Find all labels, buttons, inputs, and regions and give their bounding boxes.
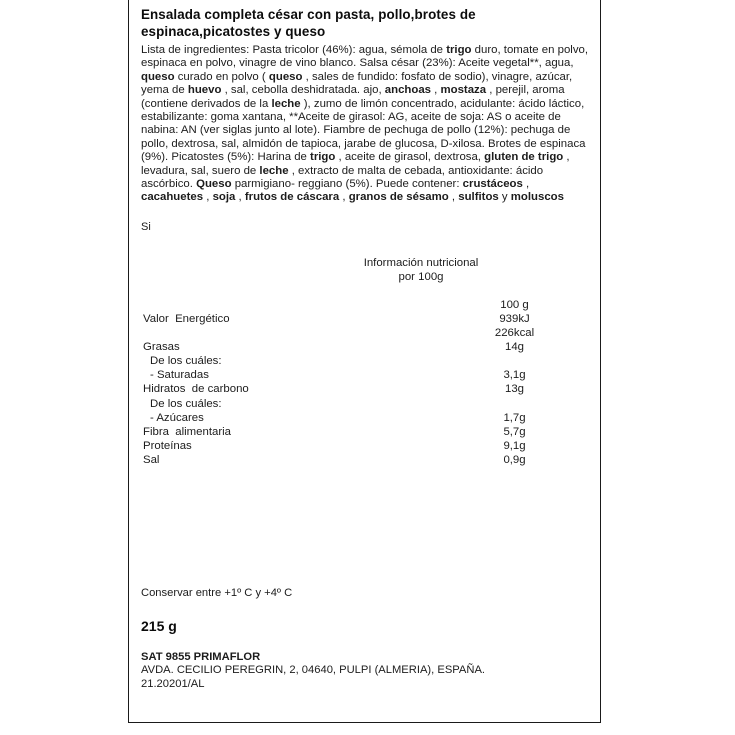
table-row	[141, 354, 590, 368]
manufacturer-info	[141, 651, 485, 691]
table-row	[141, 340, 590, 354]
nutrition-row-label: - Saturadas	[150, 369, 209, 382]
manufacturer-address: AVDA. CECILIO PEREGRIN, 2, 04640, PULPI (ALMERIA), ESPAÑA.	[141, 664, 486, 677]
table-row	[141, 397, 590, 411]
manufacturer-company: SAT 9855 PRIMAFLOR	[141, 651, 261, 663]
table-row	[141, 312, 590, 326]
nutrition-row-label: Proteínas	[143, 439, 192, 452]
storage-instructions: Conservar entre +1º C y +4º C	[141, 587, 293, 599]
nutrition-row-label: Hidratos de carbono	[143, 383, 249, 396]
nutrition-row-value: 3,1g	[503, 369, 526, 382]
table-row	[141, 425, 590, 439]
nutrition-row-value	[439, 354, 590, 368]
nutrition-heading-line1: Información nutricional	[363, 256, 479, 269]
nutrition-heading	[341, 256, 501, 284]
nutrition-row-value: 0,9g	[503, 453, 526, 466]
nutrition-row-value: 939kJ	[499, 312, 530, 325]
nutrition-row-value: 9,1g	[503, 439, 526, 452]
nutrition-row-value	[439, 397, 590, 411]
nutrition-row-label: De los cuáles:	[150, 397, 222, 410]
nutrition-row-label: De los cuáles:	[150, 355, 222, 368]
nutrition-row-label: Valor Energético	[143, 312, 230, 325]
nutrition-row-label: Fibra alimentaria	[143, 425, 231, 438]
nutrition-label-empty	[141, 298, 439, 312]
si-text: Si	[141, 220, 151, 233]
nutrition-serving-header: 100 g	[500, 298, 529, 311]
nutrition-row-value: 13g	[505, 383, 525, 396]
nutrition-row-label	[141, 326, 439, 340]
nutrition-row-value: 5,7g	[503, 425, 526, 438]
nutrition-row-value: 1,7g	[503, 411, 526, 424]
table-row	[141, 453, 590, 467]
net-weight: 215 g	[141, 618, 177, 634]
table-row	[141, 382, 590, 396]
page-title: Ensalada completa césar con pasta, pollo,brotes de espinaca,picatostes y queso	[141, 7, 476, 39]
table-row	[141, 326, 590, 340]
table-row	[141, 439, 590, 453]
nutrition-heading-line2: por 100g	[398, 270, 444, 283]
table-row	[141, 411, 590, 425]
product-label-card	[128, 0, 601, 723]
nutrition-row-label: Grasas	[143, 341, 180, 354]
nutrition-row-value: 226kcal	[494, 327, 535, 340]
nutrition-row-value: 14g	[505, 341, 525, 354]
batch-code: 21.20201/AL	[141, 677, 205, 690]
table-row-serving	[141, 298, 590, 312]
table-row	[141, 368, 590, 382]
nutrition-row-label: Sal	[143, 453, 160, 466]
nutrition-table-body	[141, 298, 590, 467]
ingredients-list: Lista de ingredientes: Pasta tricolor (46%): agua, sémola de trigo duro, tomate en polvo, espinaca en polvo, vinagre de vino blanco. Salsa césar (23%): Aceite vegetal**, agua, queso curado en polvo ( queso , sales de fundido: fosfato de sodio), vinagre, azúcar, yema de huevo , sal, cebolla deshidratada. ajo, anchoas , mostaza , perejil, aroma (contiene derivados de la leche ), zumo de limón concentrado, acidulante: ácido láctico, estabilizante: goma xantana, **Aceite de girasol: AG, aceite de soja: AS o aceite de nabina: AN (ver siglas junto al lote). Fiambre de pechuga de pollo (12%): pechuga de pollo, dextrosa, sal, almidón de tapioca, jarabe de glucosa, D-xilosa. Brotes de espinaca (9%). Picatostes (5%): Harina de trigo , aceite de girasol, dextrosa, gluten de trigo , levadura, sal, suero de leche , extracto de malta de cebada, antioxidante: ácido ascórbico. Queso parmigiano- reggiano (5%). Puede contener: crustáceos , cacahuetes , soja , frutos de cáscara , granos de sésamo , sulfitos y moluscos	[141, 44, 589, 204]
label-inner-content	[129, 0, 600, 722]
nutrition-table	[141, 298, 590, 467]
nutrition-row-label: - Azúcares	[150, 411, 204, 424]
